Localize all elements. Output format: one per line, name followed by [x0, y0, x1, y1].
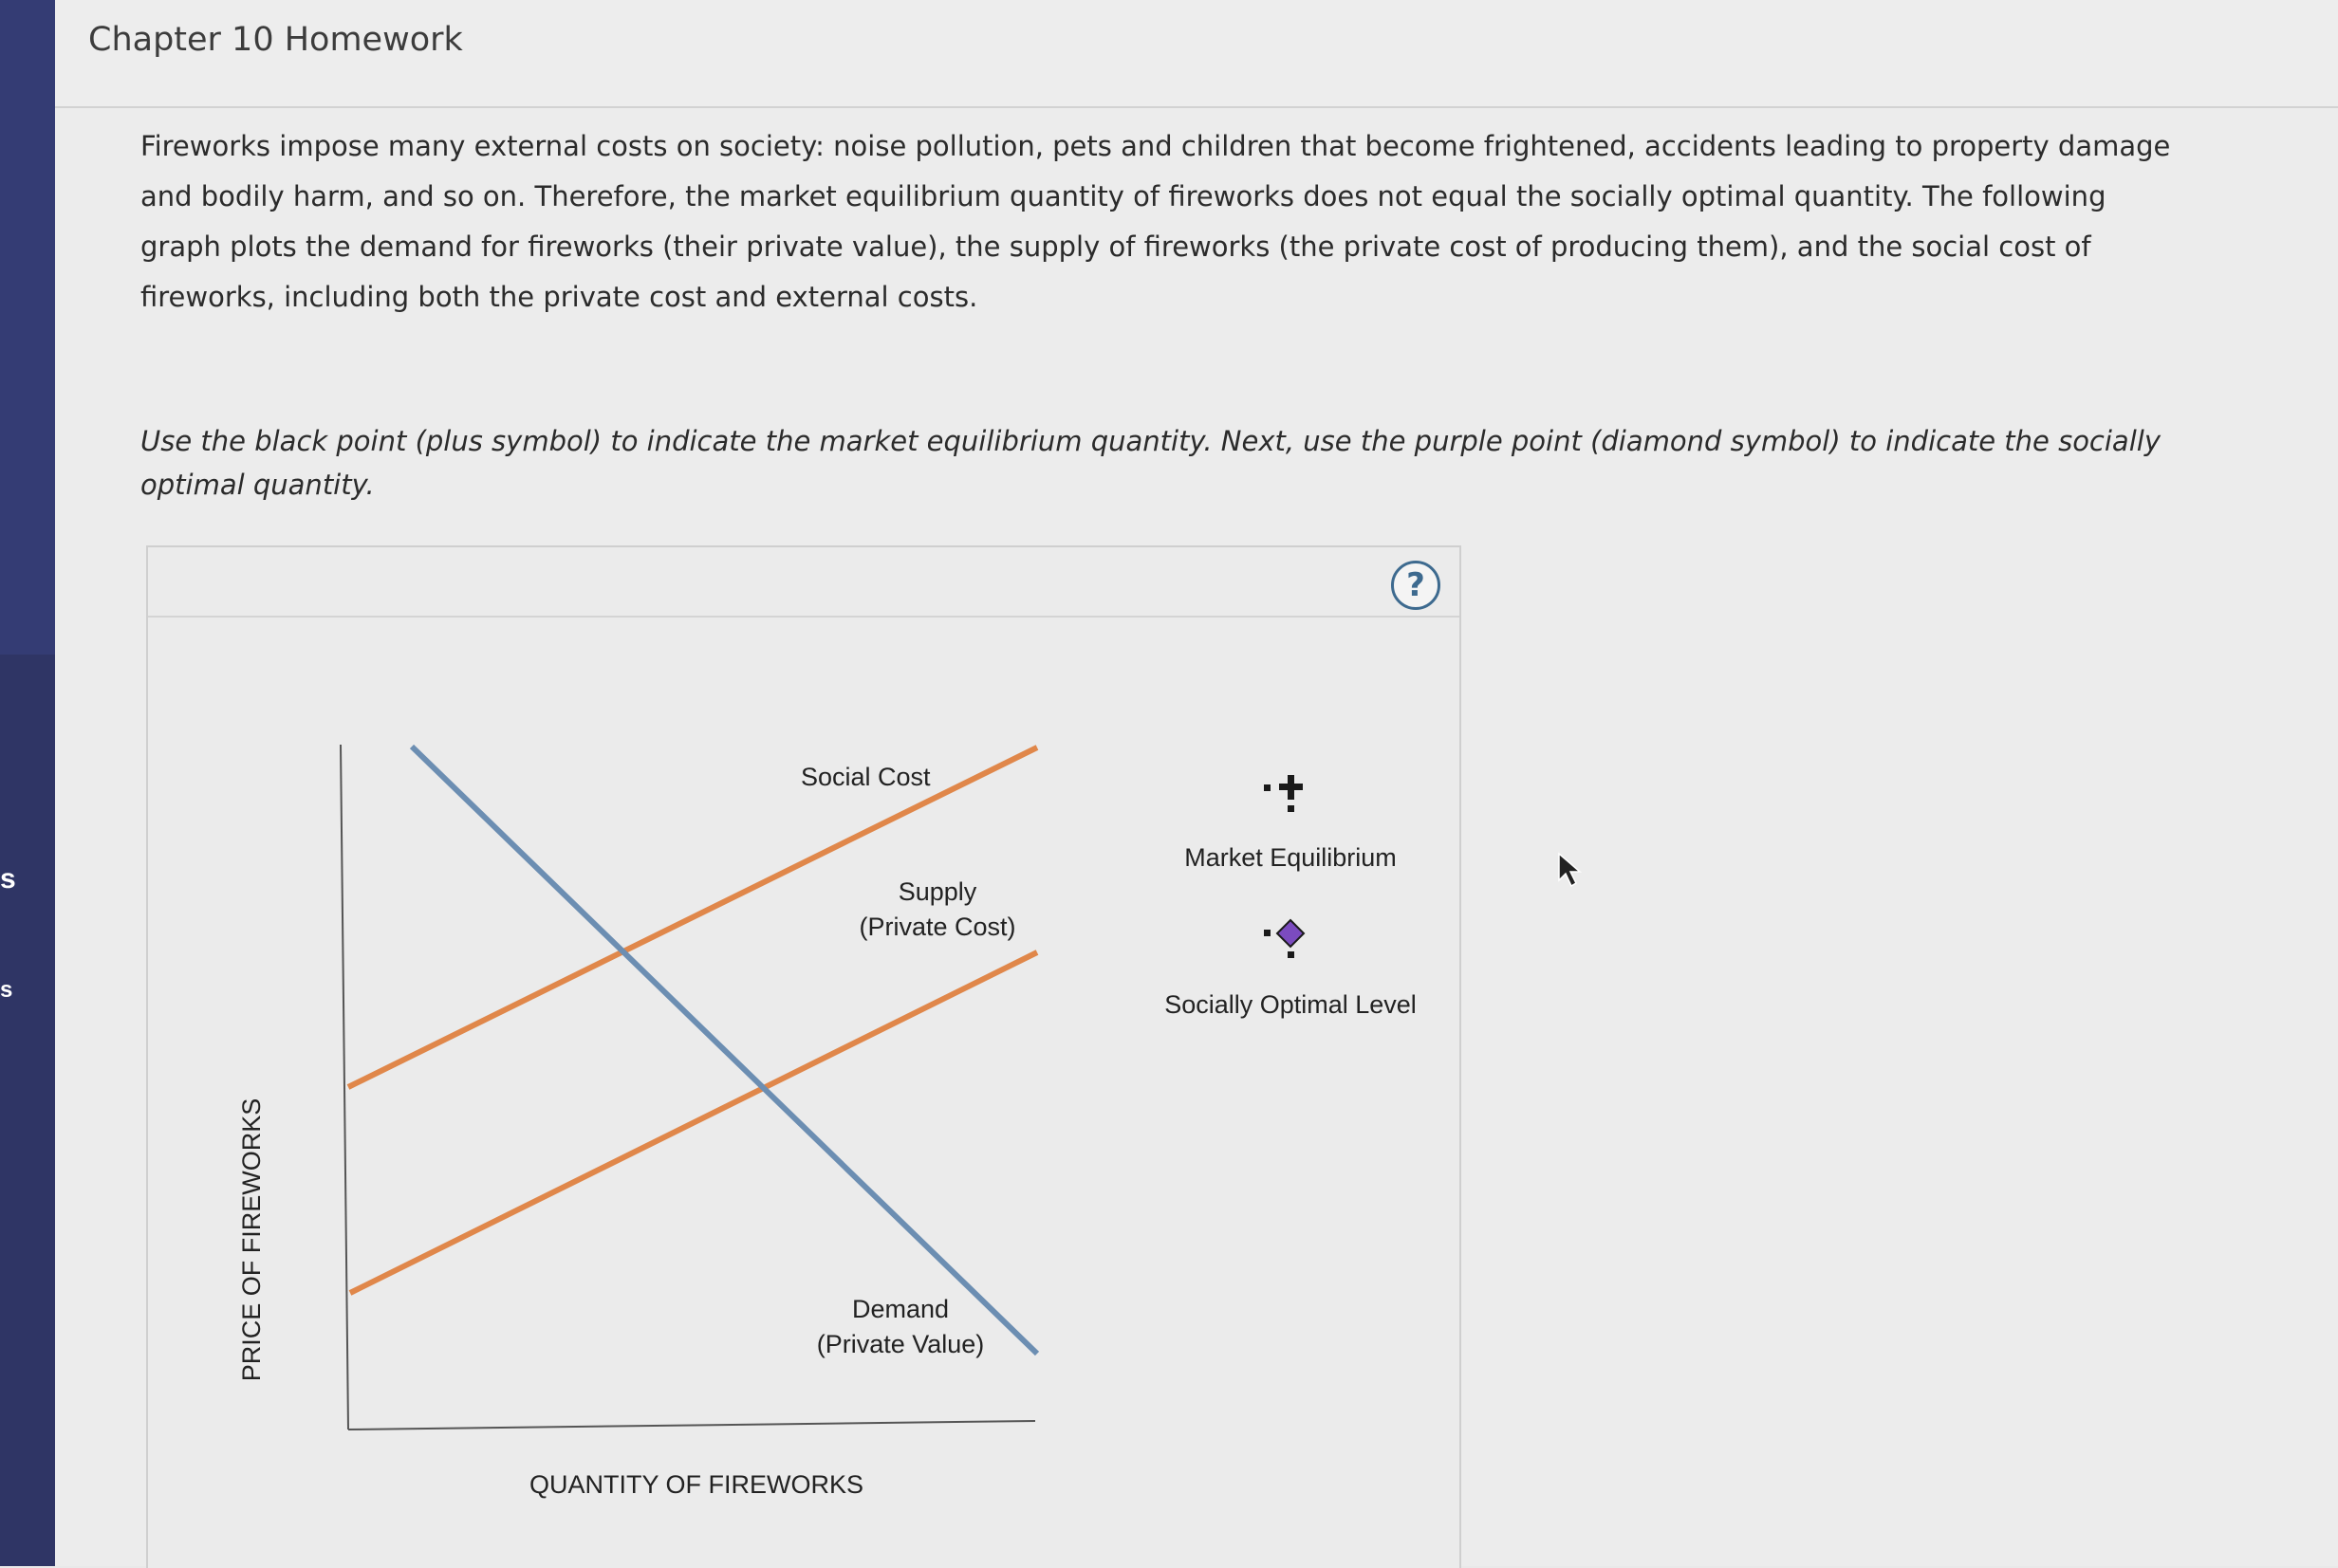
sidebar-label-fragment[interactable]: s: [0, 863, 16, 895]
sidebar-label-fragment-2[interactable]: s: [0, 977, 13, 1003]
question-instruction: Use the black point (plus symbol) to indicate the market equilibrium quantity. Next, use the purple point (diamond symbol) to indicate the socially optimal quantity.: [140, 425, 2161, 501]
help-button[interactable]: ?: [1391, 561, 1440, 610]
demand-curve: [412, 747, 1037, 1354]
x-axis-title: QUANTITY OF FIREWORKS: [529, 1470, 864, 1499]
market-equilibrium-label: Market Equilibrium: [1184, 843, 1397, 872]
drag-handle-icon: [1264, 930, 1271, 936]
socially-optimal-label: Socially Optimal Level: [1164, 990, 1417, 1019]
sidebar-top-bar: [0, 0, 55, 655]
plus-icon: [1279, 775, 1303, 800]
plus-anchor-icon: [1288, 805, 1294, 812]
y-axis-title: PRICE OF FIREWORKS: [237, 1098, 266, 1382]
supply-sublabel: (Private Cost): [859, 913, 1016, 941]
page-title: Chapter 10 Homework: [88, 21, 463, 59]
supply-label: Supply: [898, 877, 977, 906]
diamond-icon: [1277, 920, 1304, 947]
mouse-cursor-icon: [1557, 852, 1582, 890]
supply-curve: [350, 952, 1037, 1293]
diamond-anchor-icon: [1288, 951, 1294, 958]
graph-panel: [146, 545, 1461, 1568]
socially-optimal-tool[interactable]: [1264, 920, 1304, 958]
page-header: [55, 0, 2338, 108]
demand-label: Demand: [851, 1295, 950, 1323]
y-axis: [341, 745, 348, 1430]
market-equilibrium-tool[interactable]: [1264, 775, 1303, 812]
graph-canvas[interactable]: [148, 547, 1459, 1568]
question-paragraph: Fireworks impose many external costs on society: noise pollution, pets and children that become frightened, accidents leading to property damage and bodily harm, and so on. Therefore, the market equilibrium quantity of fireworks does not equal the socially optimal quantity. The following graph plots the demand for fireworks (their private value), the supply of fireworks (the private cost of producing them), and the social cost of fireworks, including both the private cost and external costs.: [140, 130, 2171, 313]
drag-handle-icon: [1264, 784, 1271, 791]
main-content: [55, 0, 2338, 1566]
x-axis: [348, 1421, 1035, 1430]
social-cost-label: Social Cost: [801, 763, 931, 791]
demand-sublabel: (Private Value): [816, 1330, 985, 1358]
